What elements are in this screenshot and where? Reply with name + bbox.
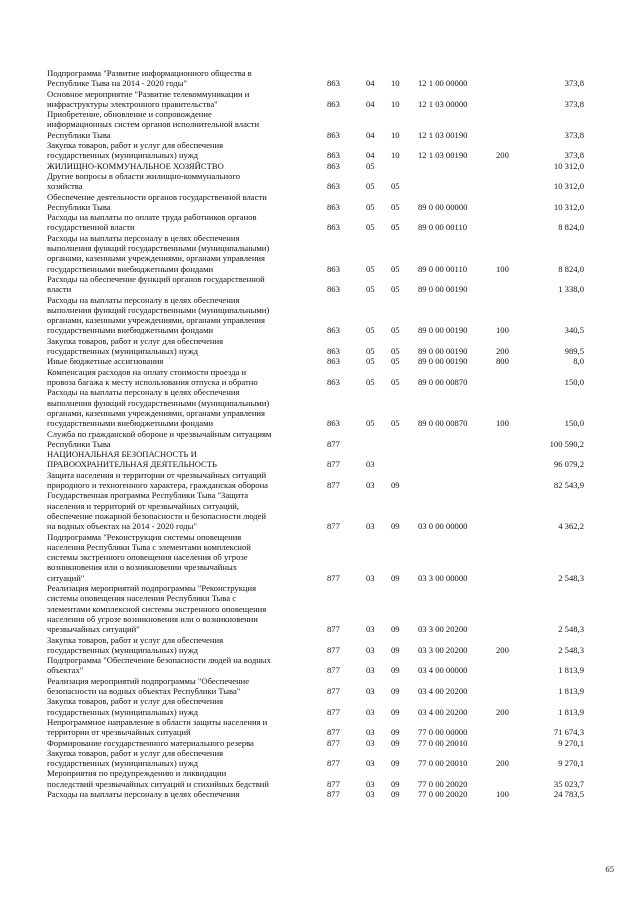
row-name	[47, 387, 299, 428]
cell-rz: 04	[366, 98, 375, 109]
row-name-line: Закупка товаров, работ и услуг для обеспечения	[47, 747, 224, 758]
row-name-line: Приобретение, обновление и сопровождение	[47, 109, 212, 120]
row-name	[47, 140, 299, 161]
cell-sum: 150,0	[564, 418, 584, 429]
row-name-line: Государственная программа Республики Тыва "Защита	[47, 490, 249, 501]
cell-rz: 05	[366, 181, 375, 192]
row-name-line: государственными внебюджетными фондами	[47, 325, 214, 336]
cell-csr: 03 3 00 00000	[418, 572, 468, 583]
row-name-line: Реализация мероприятий подпрограммы "Обеспечение	[47, 675, 250, 686]
cell-csr: 89 0 00 00870	[418, 376, 468, 387]
cell-sum: 10 312,0	[553, 160, 584, 171]
row-name	[47, 635, 299, 656]
row-name-line: государственных (муниципальных) нужд	[47, 644, 199, 655]
cell-rz: 03	[366, 665, 375, 676]
table-row	[0, 336, 640, 357]
cell-sum: 2 548,3	[558, 644, 584, 655]
cell-sum: 71 674,3	[553, 727, 584, 738]
cell-grbs: 877	[327, 789, 340, 799]
row-name-line: безопасности на водных объектах Республики Тыва"	[47, 685, 241, 696]
cell-pr: 09	[391, 644, 400, 655]
row-name-line: Непрограммное направление в области защиты населения и	[47, 716, 268, 727]
cell-sum: 100 590,2	[549, 438, 584, 449]
cell-rz: 03	[366, 624, 375, 635]
row-name-line: информационных систем органов исполнительной власти	[47, 119, 260, 130]
row-name-line: выполнения функций государственными (муниципальными)	[47, 243, 270, 254]
cell-grbs: 877	[327, 521, 340, 532]
cell-grbs: 877	[327, 727, 340, 738]
table-row	[0, 68, 640, 89]
cell-grbs: 863	[327, 78, 340, 89]
cell-pr: 05	[391, 263, 400, 274]
cell-csr: 12 1 00 00000	[418, 78, 468, 89]
cell-grbs: 863	[327, 263, 340, 274]
cell-pr: 05	[391, 201, 400, 212]
cell-grbs: 863	[327, 346, 340, 357]
cell-grbs: 877	[327, 479, 340, 490]
row-name-line: Защита населения и территории от чрезвычайных ситуаций	[47, 469, 267, 480]
cell-grbs: 863	[327, 284, 340, 295]
table-row	[0, 768, 640, 789]
cell-sum: 82 543,9	[553, 479, 584, 490]
cell-grbs: 877	[327, 438, 340, 449]
row-name	[47, 233, 299, 274]
table-row	[0, 490, 640, 531]
row-name-line: Расходы на выплаты по оплате труда работников органов	[47, 212, 257, 223]
cell-sum: 35 023,7	[553, 778, 584, 789]
row-name-line: Расходы на обеспечение функций органов государственной	[47, 274, 265, 284]
cell-grbs: 877	[327, 644, 340, 655]
cell-sum: 10 312,0	[553, 201, 584, 212]
cell-rz: 04	[366, 78, 375, 89]
cell-rz: 03	[366, 521, 375, 532]
cell-grbs: 863	[327, 181, 340, 192]
row-name	[47, 68, 299, 89]
cell-pr: 05	[391, 346, 400, 357]
row-name-line: органами, казенными учреждениями, органами управления	[47, 253, 265, 264]
cell-pr: 09	[391, 758, 400, 769]
table-row	[0, 295, 640, 336]
cell-grbs: 877	[327, 572, 340, 583]
cell-grbs: 877	[327, 459, 340, 470]
cell-rz: 03	[366, 644, 375, 655]
cell-csr: 03 3 00 20200	[418, 644, 468, 655]
row-name-line: Подпрограмма "Реконструкция системы оповещения	[47, 531, 242, 542]
row-name-line: Республики Тыва	[47, 201, 111, 212]
cell-csr: 89 0 00 00110	[418, 263, 468, 274]
cell-vr: 800	[496, 356, 509, 367]
cell-rz: 05	[366, 376, 375, 387]
row-name-line: объектах"	[47, 665, 84, 676]
cell-pr: 09	[391, 737, 400, 748]
cell-rz: 03	[366, 727, 375, 738]
table-row	[0, 387, 640, 428]
cell-grbs: 877	[327, 758, 340, 769]
row-name-line: Реализация мероприятий подпрограммы "Реконструкция	[47, 583, 257, 593]
cell-sum: 340,5	[564, 325, 584, 336]
cell-csr: 77 0 00 20010	[418, 758, 468, 769]
row-name-line: системы оповещения населения Республики Тыва с	[47, 593, 237, 604]
row-name	[47, 738, 299, 748]
row-name-line: населения об угрозе возникновения или о возникновении	[47, 613, 258, 624]
row-name-line: государственных (муниципальных) нужд	[47, 150, 199, 161]
cell-grbs: 863	[327, 356, 340, 367]
cell-sum: 4 362,2	[558, 521, 584, 532]
cell-pr: 09	[391, 778, 400, 789]
cell-csr: 03 4 00 20200	[418, 685, 468, 696]
cell-grbs: 863	[327, 376, 340, 387]
cell-sum: 10 312,0	[553, 181, 584, 192]
table-row	[0, 367, 640, 388]
table-row	[0, 192, 640, 213]
table-row	[0, 274, 640, 295]
table-row	[0, 676, 640, 697]
row-name	[47, 212, 299, 233]
cell-csr: 77 0 00 20020	[418, 789, 468, 799]
cell-csr: 89 0 00 00190	[418, 284, 468, 295]
cell-rz: 03	[366, 758, 375, 769]
cell-grbs: 863	[327, 325, 340, 336]
cell-csr: 12 1 03 00190	[418, 150, 468, 161]
cell-sum: 9 270,1	[558, 758, 584, 769]
row-name	[47, 532, 299, 583]
row-name	[47, 274, 299, 295]
row-name-line: Закупка товаров, работ и услуг для обеспечения	[47, 696, 224, 707]
cell-rz: 05	[366, 201, 375, 212]
cell-vr: 200	[496, 758, 509, 769]
cell-grbs: 877	[327, 624, 340, 635]
cell-vr: 200	[496, 150, 509, 161]
cell-rz: 03	[366, 737, 375, 748]
row-name	[47, 748, 299, 769]
row-name-line: Расходы на выплаты персоналу в целях обеспечения	[47, 789, 240, 799]
row-name	[47, 367, 299, 388]
cell-vr: 100	[496, 418, 509, 429]
cell-csr: 03 4 00 00000	[418, 665, 468, 676]
cell-sum: 8,0	[573, 356, 584, 367]
cell-csr: 89 0 00 00110	[418, 222, 468, 233]
row-name	[47, 89, 299, 110]
cell-csr: 03 0 00 00000	[418, 521, 468, 532]
cell-pr: 05	[391, 181, 400, 192]
table-row	[0, 655, 640, 676]
cell-rz: 05	[366, 346, 375, 357]
cell-vr: 200	[496, 706, 509, 717]
cell-grbs: 863	[327, 129, 340, 140]
table-row	[0, 532, 640, 584]
row-name-line: ПРАВООХРАНИТЕЛЬНАЯ ДЕЯТЕЛЬНОСТЬ	[47, 459, 217, 470]
row-name-line: Закупка товаров, работ и услуг для обеспечения	[47, 335, 224, 346]
cell-grbs: 863	[327, 150, 340, 161]
cell-grbs: 877	[327, 778, 340, 789]
cell-sum: 8 824,0	[558, 222, 584, 233]
row-name	[47, 696, 299, 717]
cell-sum: 989,5	[564, 346, 584, 357]
cell-vr: 200	[496, 346, 509, 357]
row-name-line: Служба по гражданской обороне и чрезвычайным ситуациям	[47, 428, 272, 439]
row-name	[47, 676, 299, 697]
cell-vr: 100	[496, 325, 509, 336]
cell-rz: 05	[366, 284, 375, 295]
row-name	[47, 192, 299, 213]
cell-pr: 09	[391, 727, 400, 738]
cell-rz: 05	[366, 356, 375, 367]
cell-rz: 03	[366, 778, 375, 789]
row-name	[47, 717, 299, 738]
row-name-line: Компенсация расходов на оплату стоимости проезда и	[47, 366, 247, 377]
row-name	[47, 161, 299, 171]
cell-pr: 09	[391, 685, 400, 696]
row-name-line: Республике Тыва на 2014 - 2020 годы"	[47, 78, 188, 89]
row-name-line: Расходы на выплаты персоналу в целях обеспечения	[47, 294, 240, 305]
row-name	[47, 583, 299, 634]
row-name-line: последствий чрезвычайных ситуаций и стихийных бедствий	[47, 778, 269, 789]
row-name	[47, 336, 299, 357]
cell-rz: 05	[366, 263, 375, 274]
row-name-line: выполнения функций государственными (муниципальными)	[47, 397, 270, 408]
page-number: 65	[605, 864, 614, 874]
row-name-line: ЖИЛИЩНО-КОММУНАЛЬНОЕ ХОЗЯЙСТВО	[47, 160, 224, 171]
cell-pr: 10	[391, 129, 400, 140]
cell-pr: 10	[391, 78, 400, 89]
cell-rz: 04	[366, 150, 375, 161]
row-name-line: природного и техногенного характера, гражданская оборона	[47, 479, 268, 490]
cell-csr: 77 0 00 00000	[418, 727, 468, 738]
table-row	[0, 583, 640, 635]
cell-vr: 100	[496, 263, 509, 274]
table-row	[0, 140, 640, 161]
row-name-line: Республики Тыва	[47, 438, 111, 449]
row-name-line: Расходы на выплаты персоналу в целях обеспечения	[47, 387, 240, 398]
row-name-line: возникновения или о возникновении чрезвычайных	[47, 562, 238, 573]
row-name-line: Другие вопросы в области жилищно-коммунального	[47, 171, 240, 181]
cell-csr: 89 0 00 00190	[418, 325, 468, 336]
row-name-line: населения Республики Тыва с элементами комплексной	[47, 541, 251, 552]
row-name-line: государственных (муниципальных) нужд	[47, 758, 199, 769]
cell-pr: 05	[391, 356, 400, 367]
cell-csr: 03 4 00 20200	[418, 706, 468, 717]
row-name-line: государственными внебюджетными фондами	[47, 263, 214, 274]
cell-grbs: 877	[327, 685, 340, 696]
row-name-line: государственных (муниципальных) нужд	[47, 346, 199, 357]
cell-rz: 03	[366, 789, 375, 799]
cell-rz: 03	[366, 479, 375, 490]
cell-sum: 373,8	[564, 129, 584, 140]
cell-pr: 09	[391, 572, 400, 583]
cell-pr: 05	[391, 325, 400, 336]
row-name-line: хозяйства	[47, 181, 83, 192]
row-name	[47, 356, 299, 366]
row-name-line: Республики Тыва	[47, 129, 111, 140]
cell-rz: 05	[366, 160, 375, 171]
cell-sum: 1 813,9	[558, 665, 584, 676]
cell-grbs: 863	[327, 160, 340, 171]
cell-rz: 03	[366, 572, 375, 583]
row-name-line: чрезвычайных ситуаций"	[47, 624, 140, 635]
cell-pr: 09	[391, 789, 400, 799]
cell-rz: 03	[366, 459, 375, 470]
cell-sum: 1 813,9	[558, 685, 584, 696]
row-name-line: Закупка товаров, работ и услуг для обеспечения	[47, 634, 224, 645]
cell-pr: 09	[391, 665, 400, 676]
row-name-line: Закупка товаров, работ и услуг для обеспечения	[47, 140, 224, 151]
cell-csr: 03 3 00 20200	[418, 624, 468, 635]
cell-grbs: 863	[327, 418, 340, 429]
row-name-line: Мероприятия по предупреждению и ликвидации	[47, 768, 227, 779]
cell-sum: 8 824,0	[558, 263, 584, 274]
row-name-line: населения и территорий от чрезвычайных ситуаций,	[47, 500, 240, 511]
cell-csr: 89 0 00 00190	[418, 356, 468, 367]
row-name-line: власти	[47, 284, 72, 295]
row-name-line: Формирование государственного материального резерва	[47, 737, 254, 748]
table-row	[0, 109, 640, 140]
cell-vr: 100	[496, 789, 509, 799]
row-name-line: Подпрограмма "Обеспечение безопасности людей на водных	[47, 655, 271, 666]
table-row	[0, 161, 640, 171]
cell-rz: 05	[366, 418, 375, 429]
table-row	[0, 470, 640, 491]
cell-csr: 77 0 00 20020	[418, 778, 468, 789]
row-name-line: Подпрограмма "Развитие информационного общества в	[47, 68, 252, 78]
cell-csr: 12 1 03 00190	[418, 129, 468, 140]
row-name	[47, 490, 299, 531]
cell-sum: 2 548,3	[558, 624, 584, 635]
row-name-line: Основное мероприятие "Развитие телекоммуникации и	[47, 88, 250, 99]
row-name-line: Обеспечение деятельности органов государственной власти	[47, 191, 267, 202]
row-name-line: государственными внебюджетными фондами	[47, 418, 214, 429]
row-name-line: Иные бюджетные ассигнования	[47, 356, 164, 367]
row-name-line: Расходы на выплаты персоналу в целях обеспечения	[47, 232, 240, 243]
cell-csr: 89 0 00 00870	[418, 418, 468, 429]
row-name-line: на водных объектах на 2014 - 2020 годы"	[47, 521, 197, 532]
cell-csr: 89 0 00 00190	[418, 346, 468, 357]
cell-pr: 10	[391, 98, 400, 109]
row-name-line: элементами комплексной системы экстренного оповещения	[47, 603, 267, 614]
cell-rz: 05	[366, 325, 375, 336]
cell-csr: 89 0 00 00000	[418, 201, 468, 212]
table-row	[0, 356, 640, 366]
table-row	[0, 89, 640, 110]
cell-rz: 03	[366, 685, 375, 696]
row-name-line: обеспечение пожарной безопасности и безопасности людей	[47, 510, 267, 521]
row-name-line: государственной власти	[47, 222, 135, 233]
cell-sum: 2 548,3	[558, 572, 584, 583]
row-name	[47, 429, 299, 450]
cell-pr: 05	[391, 376, 400, 387]
cell-pr: 10	[391, 150, 400, 161]
cell-grbs: 863	[327, 222, 340, 233]
cell-sum: 24 783,5	[553, 789, 584, 799]
row-name	[47, 109, 299, 140]
row-name	[47, 449, 299, 470]
cell-grbs: 877	[327, 706, 340, 717]
table-row	[0, 717, 640, 738]
cell-pr: 05	[391, 284, 400, 295]
row-name	[47, 655, 299, 676]
row-name	[47, 295, 299, 336]
row-name-line: органами, казенными учреждениями, органами управления	[47, 315, 265, 326]
cell-pr: 09	[391, 521, 400, 532]
cell-csr: 12 1 03 00000	[418, 98, 468, 109]
row-name-line: системы экстренного оповещения населения об угрозе	[47, 552, 248, 563]
cell-sum: 1 813,9	[558, 706, 584, 717]
cell-grbs: 863	[327, 201, 340, 212]
table-row	[0, 789, 640, 799]
cell-pr: 09	[391, 624, 400, 635]
row-name-line: инфраструктуры электронного правительства"	[47, 98, 218, 109]
cell-sum: 9 270,1	[558, 737, 584, 748]
table-row	[0, 171, 640, 192]
cell-vr: 200	[496, 644, 509, 655]
cell-rz: 03	[366, 706, 375, 717]
row-name-line: территории от чрезвычайных ситуаций	[47, 727, 191, 738]
table-row	[0, 212, 640, 233]
cell-grbs: 877	[327, 665, 340, 676]
row-name-line: провоза багажа к месту использования отпуска и обратно	[47, 376, 258, 387]
row-name-line: НАЦИОНАЛЬНАЯ БЕЗОПАСНОСТЬ И	[47, 449, 197, 460]
table-row	[0, 233, 640, 274]
cell-grbs: 877	[327, 737, 340, 748]
cell-grbs: 863	[327, 98, 340, 109]
cell-pr: 05	[391, 222, 400, 233]
cell-sum: 150,0	[564, 376, 584, 387]
cell-rz: 05	[366, 222, 375, 233]
cell-pr: 09	[391, 479, 400, 490]
cell-sum: 96 079,2	[553, 459, 584, 470]
cell-pr: 05	[391, 418, 400, 429]
table-row	[0, 429, 640, 450]
row-name-line: государственных (муниципальных) нужд	[47, 706, 199, 717]
cell-sum: 373,8	[564, 78, 584, 89]
table-row	[0, 748, 640, 769]
table-row	[0, 696, 640, 717]
row-name-line: ситуаций"	[47, 572, 85, 583]
row-name-line: органами, казенными учреждениями, органами управления	[47, 407, 265, 418]
table-row	[0, 635, 640, 656]
cell-sum: 373,8	[564, 98, 584, 109]
table-row	[0, 449, 640, 470]
table-row	[0, 738, 640, 748]
row-name	[47, 768, 299, 789]
row-name-line: выполнения функций государственными (муниципальными)	[47, 304, 270, 315]
row-name	[47, 789, 299, 799]
cell-rz: 04	[366, 129, 375, 140]
row-name	[47, 171, 299, 192]
cell-sum: 373,8	[564, 150, 584, 161]
cell-pr: 09	[391, 706, 400, 717]
row-name	[47, 470, 299, 491]
cell-csr: 77 0 00 20010	[418, 737, 468, 748]
cell-sum: 1 338,0	[558, 284, 584, 295]
